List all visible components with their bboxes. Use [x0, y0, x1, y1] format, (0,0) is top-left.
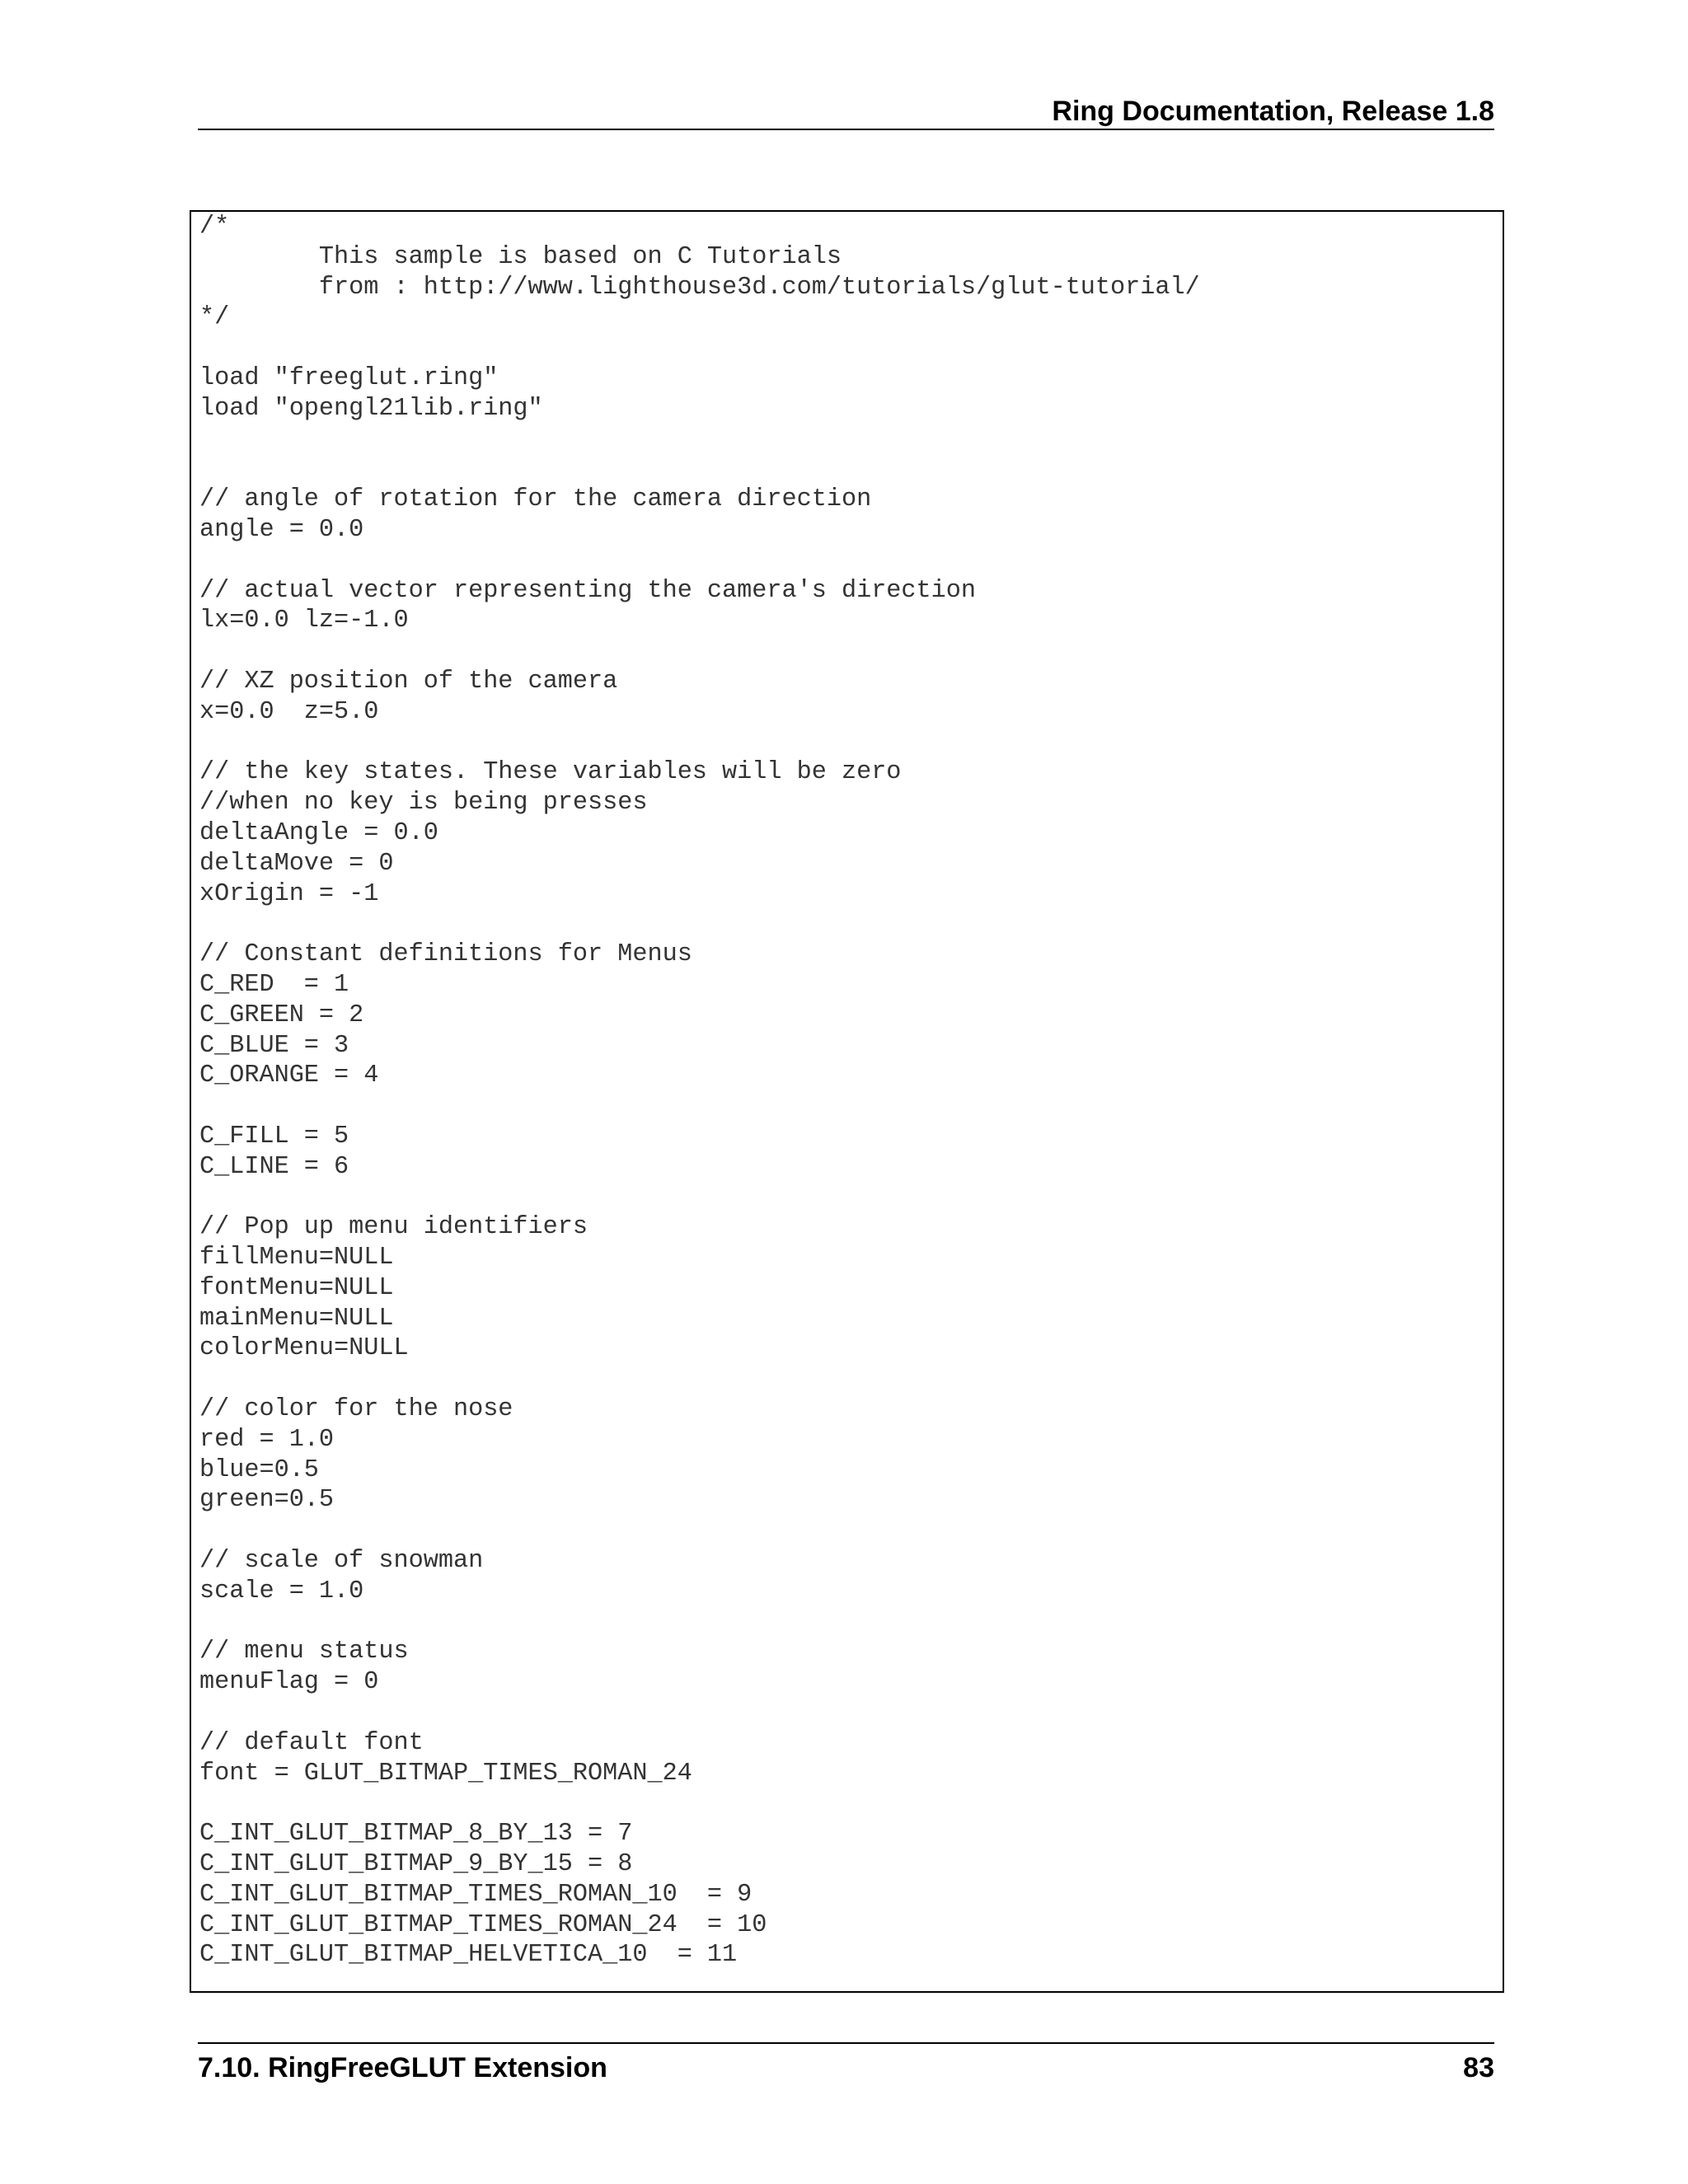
code-line: lx=0.0 lz=-1.0 — [199, 607, 409, 635]
code-line: C_INT_GLUT_BITMAP_TIMES_ROMAN_10 = 9 — [199, 1880, 753, 1909]
section-title: 7.10. RingFreeGLUT Extension — [198, 2052, 607, 2083]
code-line: // color for the nose — [199, 1395, 513, 1424]
code-line: C_INT_GLUT_BITMAP_TIMES_ROMAN_24 = 10 — [199, 1910, 767, 1939]
code-line: // scale of snowman — [199, 1547, 484, 1576]
code-line: blue=0.5 — [199, 1455, 319, 1484]
code-line: from : http://www.lighthouse3d.com/tutorials/glut-tutorial/ — [199, 273, 1200, 302]
code-line: green=0.5 — [199, 1486, 335, 1515]
code-line: mainMenu=NULL — [199, 1304, 394, 1333]
code-line: load "freeglut.ring" — [199, 363, 499, 392]
page-header — [198, 92, 1494, 130]
code-line: fillMenu=NULL — [199, 1244, 394, 1272]
code-line: menuFlag = 0 — [199, 1668, 379, 1697]
code-line: // actual vector representing the camera's direction — [199, 576, 977, 605]
code-line: // menu status — [199, 1638, 409, 1666]
document-title: Ring Documentation, Release 1.8 — [1052, 96, 1494, 127]
code-line: // Pop up menu identifiers — [199, 1213, 588, 1242]
code-line: // angle of rotation for the camera direction — [199, 485, 872, 514]
code-line: */ — [199, 303, 230, 332]
page-number: 83 — [1463, 2052, 1494, 2083]
code-line: load "opengl21lib.ring" — [199, 394, 543, 423]
code-line: scale = 1.0 — [199, 1577, 364, 1605]
code-line: //when no key is being presses — [199, 789, 648, 818]
code-line: colorMenu=NULL — [199, 1334, 409, 1363]
code-line: // the key states. These variables will be zero — [199, 758, 902, 787]
code-line: x=0.0 z=5.0 — [199, 697, 379, 726]
code-line: C_INT_GLUT_BITMAP_8_BY_13 = 7 — [199, 1820, 633, 1849]
code-line: C_RED = 1 — [199, 970, 349, 999]
code-line: angle = 0.0 — [199, 515, 364, 544]
page-footer — [198, 2042, 1494, 2083]
code-listing — [190, 210, 1504, 1993]
code-line: deltaMove = 0 — [199, 849, 394, 878]
code-block — [191, 212, 1503, 1971]
code-line: C_INT_GLUT_BITMAP_HELVETICA_10 = 11 — [199, 1941, 738, 1970]
code-line: xOrigin = -1 — [199, 879, 379, 908]
code-line: deltaAngle = 0.0 — [199, 818, 438, 847]
code-line: fontMenu=NULL — [199, 1273, 394, 1302]
code-line: C_FILL = 5 — [199, 1122, 349, 1151]
code-line: C_ORANGE = 4 — [199, 1062, 379, 1090]
code-line: C_LINE = 6 — [199, 1152, 349, 1181]
code-line: /* — [199, 213, 230, 241]
code-line: C_INT_GLUT_BITMAP_9_BY_15 = 8 — [199, 1850, 633, 1879]
code-line: C_GREEN = 2 — [199, 1001, 364, 1029]
code-line: red = 1.0 — [199, 1425, 335, 1454]
code-line: // Constant definitions for Menus — [199, 940, 692, 969]
code-line: // default font — [199, 1728, 424, 1757]
code-line: This sample is based on C Tutorials — [199, 242, 842, 271]
code-line: font = GLUT_BITMAP_TIMES_ROMAN_24 — [199, 1759, 692, 1788]
code-line: C_BLUE = 3 — [199, 1031, 349, 1060]
code-line: // XZ position of the camera — [199, 667, 618, 696]
